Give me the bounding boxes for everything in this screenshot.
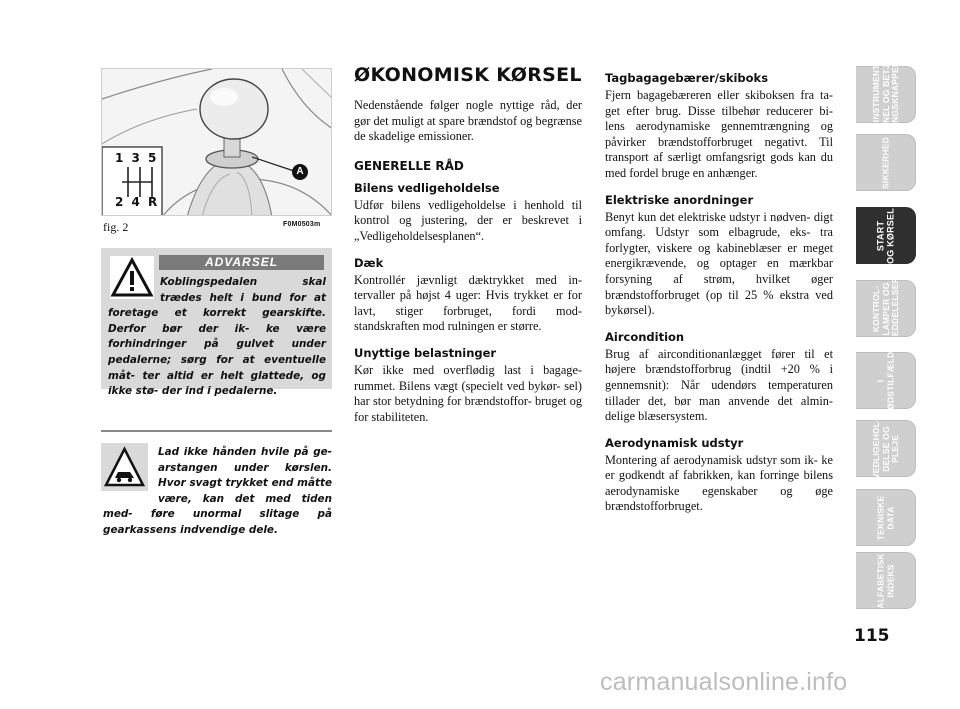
section-heading: Bilens vedligeholdelse	[354, 180, 500, 195]
page-number: 115	[854, 626, 890, 646]
figure-code: F0M0503m	[283, 221, 321, 228]
tab-emergency[interactable]	[856, 345, 916, 416]
general-heading: GENERELLE RÅD	[354, 158, 464, 173]
tab-technical-data[interactable]	[856, 489, 916, 546]
gear-lever-illustration	[102, 69, 332, 216]
section-heading: Dæk	[354, 255, 384, 270]
gear-lever-figure	[101, 68, 332, 216]
section-heading: Aerodynamisk udstyr	[605, 435, 744, 450]
right-column	[605, 70, 833, 515]
section-heading: Tagbagagebærer/skiboks	[605, 71, 769, 85]
section-heading: Unyttige belastninger	[354, 345, 497, 360]
section-text: Udfør bilens vedligeholdelse i henhold til kontrol og justering, der er beskrevet i „Vedligeholdelsesplanen“.	[354, 197, 582, 243]
section-heading: Elektriske anordninger	[605, 192, 754, 207]
section-heading: Aircondition	[605, 329, 685, 344]
warning-title: ADVARSEL	[159, 255, 324, 270]
tab-warning-lights[interactable]	[856, 274, 916, 343]
tab-label: ALFABETISK INDEKS	[875, 552, 895, 609]
tab-alphabetical-index[interactable]	[856, 552, 916, 609]
callout-a-label: A	[296, 166, 304, 177]
tab-label: VEDLIGEHOL- DELSE OG PLEJE	[870, 418, 900, 479]
tab-label: KONTROL- LAMPER OG MEDDELELSERI	[870, 274, 900, 343]
note-divider	[101, 430, 332, 432]
section-text: Fjern bagagebæreren eller skiboksen fra ta- get efter brug. Disse tilbehør reducerer bi- lens aerodynamiske gennemtrængning og påvirker brændstofforbruget negativt. Til transport af særligt omfangsrigt gods kan du med fordel bruge en anhænger.	[605, 88, 833, 180]
page-title: ØKONOMISK KØRSEL	[354, 64, 582, 86]
warning-box	[101, 248, 332, 398]
note-text-block	[103, 445, 332, 539]
watermark: carmanualsonline.info	[600, 668, 848, 696]
tab-instrument-panel[interactable]	[856, 54, 916, 135]
warning-text-block	[108, 275, 326, 400]
warning-text: Koblingspedalen skal trædes helt i bund for at foretage et korrekt gearskifte. Derfor bør der ik- ke være forhindringer på gulvet under pedalerne; sørg for at eventuelle måt- ter altid er helt glattede, og ikke stø- der ind i pedalerne.	[108, 276, 326, 398]
tab-label: PINSTRUMENT- PANEL OG BETJE- NINGSKNAPPERI	[870, 54, 900, 135]
tab-maintenance[interactable]	[856, 420, 916, 477]
main-column	[354, 64, 582, 425]
tab-start-and-driving[interactable]	[856, 207, 916, 264]
section-text: Kør ikke med overflødig last i bagage- rummet. Bilens vægt (specielt ved bykør- sel) har stor betydning for brændstoffor- bruget og for stabiliteten.	[354, 362, 582, 424]
gear-pattern-bottom: 2 4 R	[115, 195, 160, 209]
tab-label: SIKKERHED	[879, 136, 890, 189]
section-text: Benyt kun det elektriske udstyr i nødven- digt omfang. Udstyr som elbagrude, eks- tra forlygter, viskere og kabineblæser er meget energikrævende, og optager en mærkbar forsyning af strøm, hvilket øger brændstofforbruget (op til 25 % ekstra ved bykørsel).	[605, 209, 833, 318]
tab-label: TEKNISKE DATA	[875, 495, 895, 540]
tab-label: I NØDSTILFÆLDE	[875, 345, 895, 416]
tab-label: START OG KØRSEL	[875, 207, 895, 264]
gear-pattern-top: 1 3 5	[115, 151, 159, 165]
tab-safety[interactable]	[856, 134, 916, 191]
intro-paragraph: Nedenstående følger nogle nyttige råd, der gør det muligt at spare brændstof og begrænse de skadelige emissioner.	[354, 98, 582, 144]
section-text: Montering af aerodynamisk udstyr som ik- ke er godkendt af fabrikken, kan forringe bilens aerodynamiske egenskaber og øge brændstofforbruget.	[605, 452, 833, 514]
callout-a-marker	[292, 164, 308, 180]
note-text: Lad ikke hånden hvile på ge- arstangen under kørslen. Hvor svagt trykket end måtte være, kan det med tiden med- føre unormal slitage på gearkassens indvendige dele.	[103, 446, 332, 536]
figure-caption: fig. 2	[103, 220, 129, 234]
section-text: Brug af airconditionanlægget fører til et højere brændstofforbrug (indtil +20 % i gennemsnit): Når udendørs temperaturen tillader det, bør man anvende det almin- delige blæsersystem.	[605, 346, 833, 424]
section-text: Kontrollér jævnligt dæktrykket med in- tervaller på højst 4 uger: Hvis trykket er for lavt, stiger forbruget, fordi mod- standskraften mod rulningen er større.	[354, 272, 582, 334]
